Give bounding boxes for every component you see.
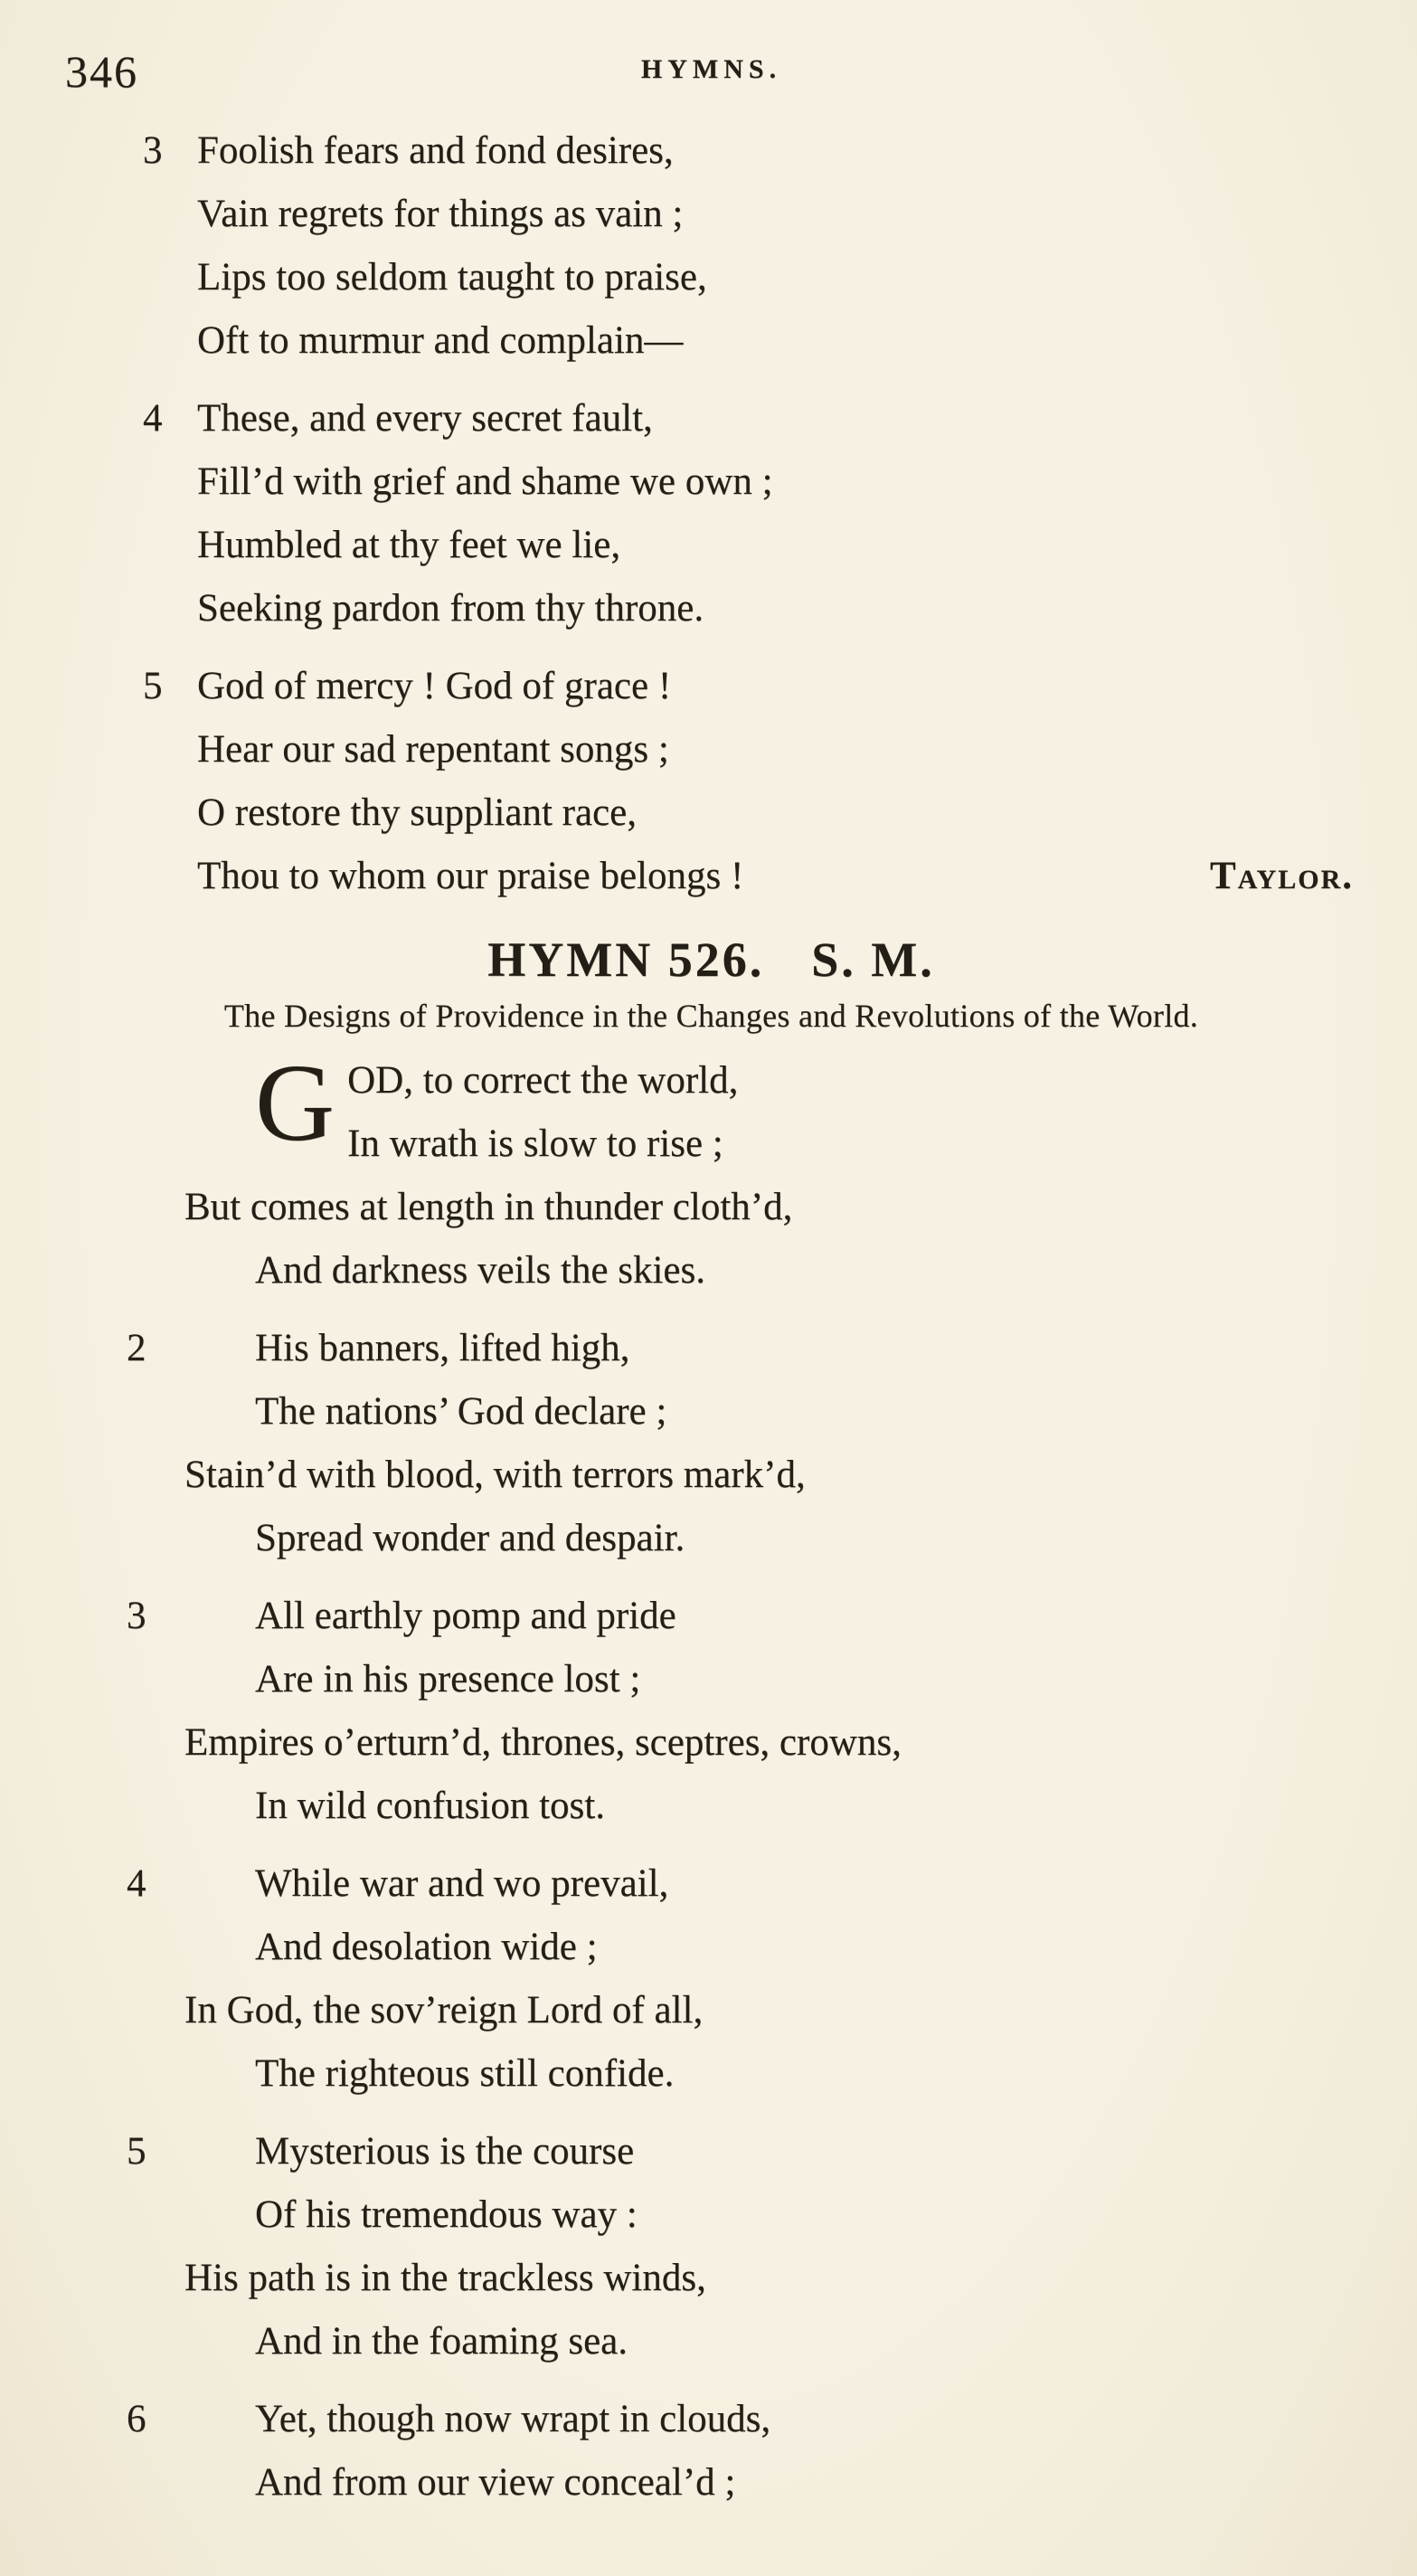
verse-line: Vain regrets for things as vain ;: [197, 193, 684, 235]
verse-line: His banners, lifted high,: [255, 1327, 630, 1369]
page-header: [63, 40, 1359, 107]
verse-number: 3: [143, 129, 163, 172]
verse-number: 6: [127, 2398, 146, 2440]
verse-line: All earthly pomp and pride: [255, 1595, 676, 1637]
verse-line: Empires o’erturn’d, thrones, sceptres, crowns,: [184, 1721, 902, 1764]
verse-number: 5: [143, 665, 163, 707]
verse-line: While war and wo prevail,: [255, 1862, 669, 1905]
verse-line: But comes at length in thunder cloth’d,: [184, 1186, 793, 1228]
verse-line: Foolish fears and fond desires,: [197, 129, 674, 172]
verse-line: In wild confusion tost.: [255, 1785, 605, 1827]
verse: [63, 2120, 1359, 2373]
verse-line: Hear our sad repentant songs ;: [197, 728, 669, 771]
drop-cap-lines: [255, 1042, 1359, 1176]
verse-line: His path is in the trackless winds,: [184, 2257, 706, 2299]
hymn-subtitle: The Designs of Providence in the Changes and Revolutions of the World.: [223, 998, 1199, 1034]
verse-line: And from our view conceal’d ;: [255, 2461, 736, 2504]
verse-line: Spread wonder and despair.: [255, 1517, 685, 1559]
verse-line: Lips too seldom taught to praise,: [197, 256, 707, 298]
verse-line: The righteous still confide.: [255, 2052, 675, 2095]
verse-line: OD, to correct the world,: [347, 1059, 739, 1102]
verse-line: Yet, though now wrapt in clouds,: [255, 2398, 771, 2440]
verse-line-with-attribution: [197, 845, 1359, 908]
verse-line: O restore thy suppliant race,: [197, 791, 637, 834]
verse-number: [127, 1049, 184, 1302]
verse-line: Stain’d with blood, with terrors mark’d,: [184, 1454, 806, 1496]
verse-line: Of his tremendous way :: [255, 2193, 638, 2236]
hymn-meter: S. M.: [811, 933, 935, 987]
verse-number: 5: [127, 2130, 146, 2173]
verse-line: Seeking pardon from thy throne.: [197, 587, 704, 630]
verse: [63, 1585, 1359, 1838]
verse-line: Mysterious is the course: [255, 2130, 635, 2173]
verse-line: Oft to murmur and complain—: [197, 319, 684, 362]
verse-line: And in the foaming sea.: [255, 2320, 628, 2363]
running-header: HYMNS.: [640, 54, 782, 84]
hymn-title-number: HYMN 526.: [487, 933, 765, 987]
verse: [63, 1042, 1359, 1302]
hymn-title: [63, 932, 1359, 988]
verse: [63, 387, 1359, 640]
verse-line: God of mercy ! God of grace !: [197, 665, 672, 707]
verse-line: And desolation wide ;: [255, 1926, 598, 1968]
verse-line: Are in his presence lost ;: [255, 1658, 641, 1700]
verse: [63, 655, 1359, 908]
verse-number: 2: [127, 1327, 146, 1369]
verse-line: In wrath is slow to rise ;: [347, 1122, 723, 1165]
verse-line: In God, the sov’reign Lord of all,: [184, 1989, 704, 2031]
author-attribution: Taylor.: [1209, 855, 1354, 897]
verse-number: 3: [127, 1595, 146, 1637]
hymn-526: [63, 932, 1359, 2514]
drop-cap: G: [255, 1042, 335, 1164]
verse-line: The nations’ God declare ;: [255, 1390, 667, 1433]
verse-line: And darkness veils the skies.: [255, 1249, 706, 1292]
verse-line: Humbled at thy feet we lie,: [197, 524, 621, 566]
verse: [63, 119, 1359, 373]
verse: [63, 1852, 1359, 2106]
verse-line: These, and every secret fault,: [197, 397, 653, 440]
verse-line: Thou to whom our praise belongs !: [197, 855, 744, 897]
verse: [63, 1317, 1359, 1570]
previous-hymn-continuation: [63, 119, 1359, 908]
page-number: 346: [65, 46, 138, 97]
verse-number: 4: [127, 1862, 146, 1905]
verse-number: 4: [143, 397, 163, 440]
verse-line: Fill’d with grief and shame we own ;: [197, 460, 773, 503]
verse: [63, 2388, 1359, 2514]
